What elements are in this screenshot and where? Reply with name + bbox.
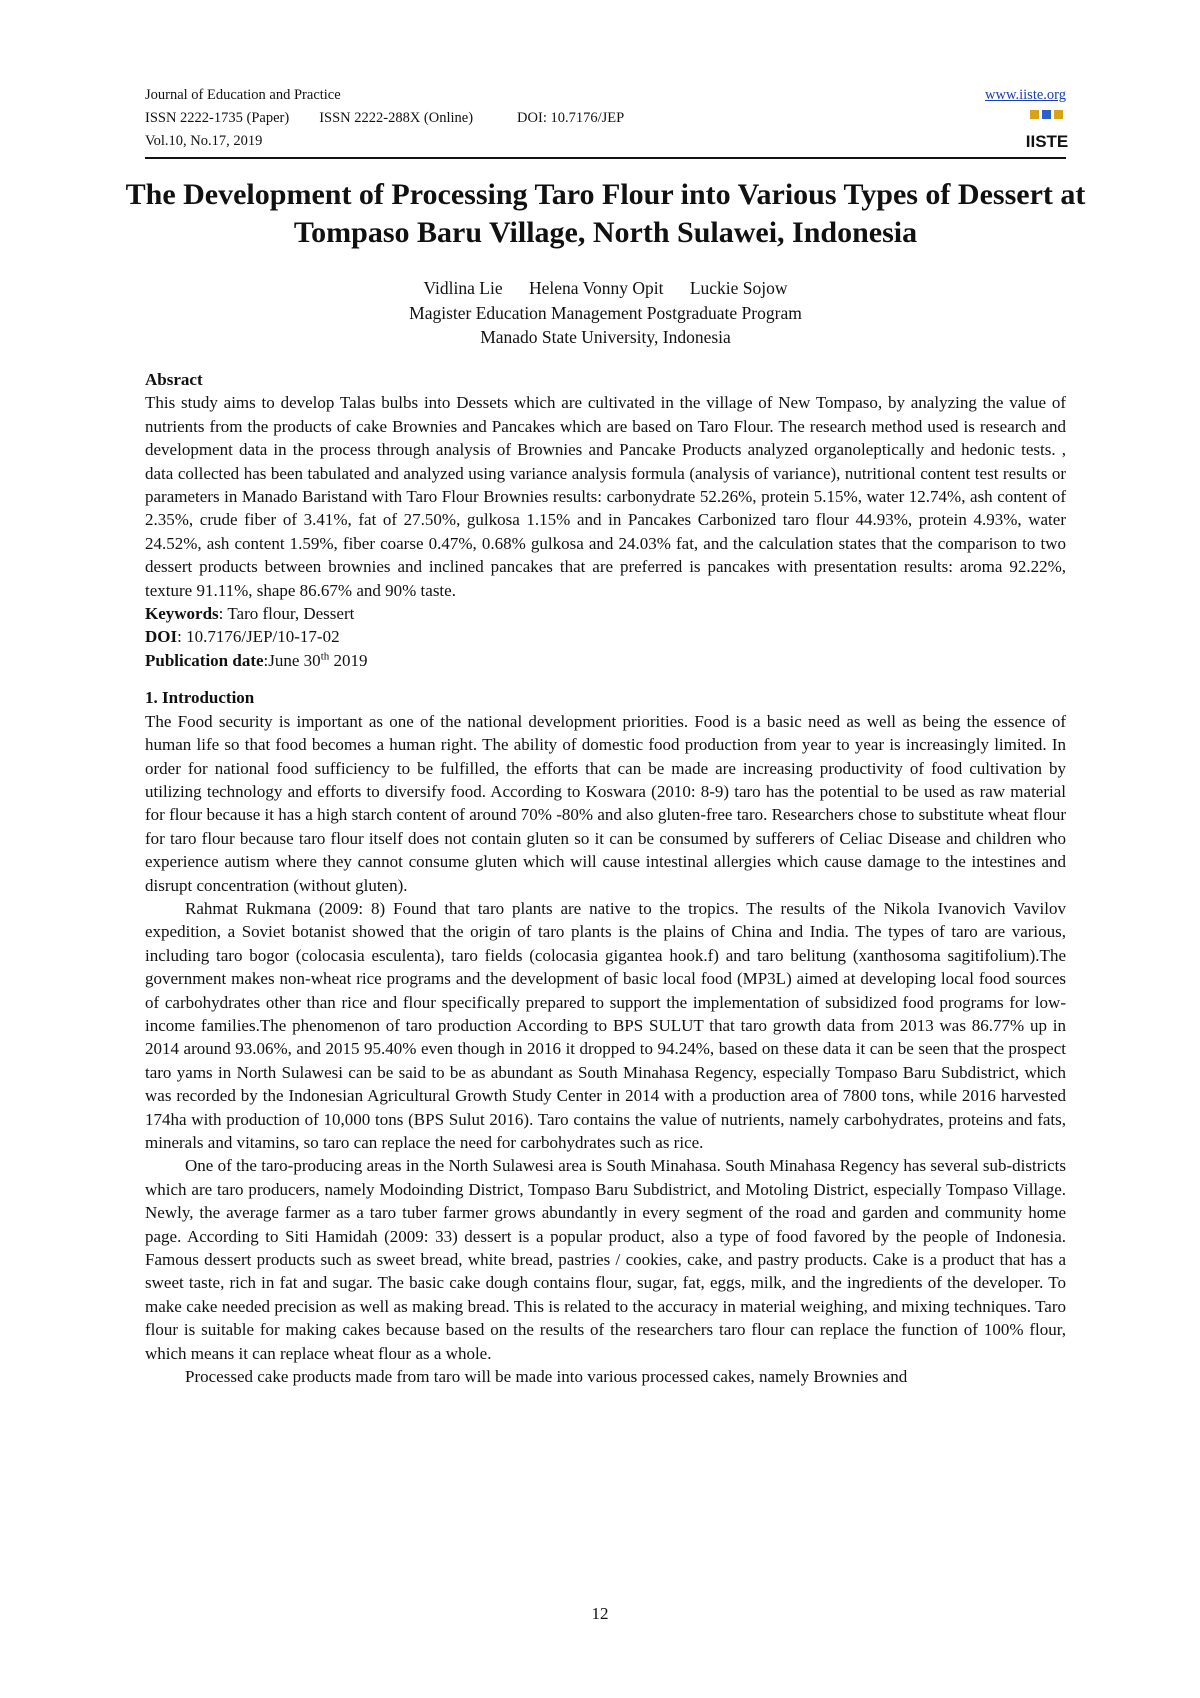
author-name: Luckie Sojow [689, 278, 788, 298]
affiliation-program: Magister Education Management Postgraduate Program [409, 302, 802, 323]
journal-issn-line [145, 107, 1066, 130]
publication-date-year: 2019 [329, 650, 368, 670]
issn-paper: ISSN 2222-1735 (Paper) [145, 110, 290, 126]
intro-paragraph-2: Rahmat Rukmana (2009: 8) Found that taro plants are native to the tropics. The results of the Nikola Ivanovich Vavilov expedition, a Soviet botanist showed that the origin of taro plants is the plains of China and India. The types of taro are various, including taro bogor (colocasia esculenta), taro fields (colocasia gigantea hook.f) and taro belitung (xanthosoma sagitifolium).The government makes non-wheat rice programs and the development of basic local food (MP3L) aimed at developing local food sources of carbohydrates other than rice and flour specifically prepared to support the implementation of subsidized food programs for low-income families.The phenomenon of taro production According to BPS SULUT that taro growth data from 2013 was 86.77% up in 2014 around 93.06%, and 2015 95.40% even though in 2016 it dropped to 94.24%, based on these data it can be seen that the prospect taro yams in North Sulawesi can be said to be as abundant as South Minahasa Regency, especially Tompaso Baru Subdistrict, which was recorded by the Indonesian Agricultural Growth Study Center in 2014 with a production area of 7800 tons, while 2016 harvested 174ha with production of 10,000 tons (BPS Sulut 2016). Taro contains the value of nutrients, namely carbohydrates, proteins and fats, minerals and vitamins, so taro can replace the need for carbohydrates such as rice. [145, 898, 1066, 1152]
author-name: Vidlina Lie [423, 278, 503, 298]
publication-date-value: :June 30 [263, 650, 321, 670]
author-name: Helena Vonny Opit [528, 278, 664, 298]
journal-name: Journal of Education and Practice [145, 87, 341, 103]
header-rule [145, 157, 1066, 159]
journal-header [145, 84, 1069, 153]
publication-date-line [145, 649, 1066, 672]
journal-website-link[interactable]: www.iiste.org [985, 87, 1066, 103]
paper-title: The Development of Processing Taro Flour into Various Types of Dessert at Tompaso Baru Village, North Sulawei, Indonesia [125, 178, 1086, 249]
journal-volume: Vol.10, No.17, 2019 [145, 133, 263, 149]
keywords-line [145, 602, 1066, 625]
doi-value: : 10.7176/JEP/10-17-02 [177, 627, 340, 647]
keywords-value: : Taro flour, Dessert [218, 604, 355, 624]
svg-text:IISTE: IISTE [1025, 132, 1069, 151]
iiste-logo [1025, 108, 1069, 151]
intro-paragraph-1: The Food security is important as one of the national development priorities. Food is a basic need as well as being the essence of human life so that food becomes a human right. The ability of domestic food production from year to year is increasingly limited. In order for national food sufficiency to be fulfilled, the efforts that can be made are increasing productivity of food cultivation by utilizing technology and efforts to diversify food. According to Koswara (2010: 8-9) taro has the potential to be used as raw material for flour because it has a high starch content of around 70% -80% and also gluten-free taro. Researchers chose to substitute wheat flour for taro flour because taro flour itself does not contain gluten so it can be consumed by sufferers of Celiac Disease and children who experience autism where they cannot consume gluten which will cause intestinal allergies which cause damage to the intestines and disrupt concentration (without gluten). [145, 711, 1066, 895]
paper-body [145, 368, 1066, 1388]
publication-date-sup: th [320, 650, 330, 663]
abstract-heading: Absract [145, 370, 203, 389]
journal-doi: DOI: 10.7176/JEP [517, 110, 625, 126]
issn-online: ISSN 2222-288X (Online) [319, 110, 474, 126]
doi-label: DOI [145, 627, 178, 647]
author-block [145, 276, 1066, 350]
publication-date-label: Publication date [145, 650, 264, 670]
introduction-heading: 1. Introduction [145, 688, 255, 708]
intro-paragraph-4: Processed cake products made from taro will be made into various processed cakes, namely Brownies and [185, 1367, 908, 1387]
keywords-label: Keywords [145, 604, 219, 624]
page-number: 12 [591, 1604, 609, 1623]
abstract-text: This study aims to develop Talas bulbs into Dessets which are cultivated in the village of New Tompaso, by analyzing the value of nutrients from the products of cake Brownies and Pancakes which are based on Taro Flour. The research method used is research and development data in the process through analysis of Brownies and Pancake Products analyzed organoleptically and hedonic tests. , data collected has been tabulated and analyzed using variance analysis formula (analysis of variance), nutritional content test results or parameters in Manado Baristand with Taro Flour Brownies results: carbonydrate 52.26%, protein 5.15%, water 12.74%, ash content of 2.35%, crude fiber of 3.41%, fat of 27.50%, gulkosa 1.15% and in Pancakes Carbonized taro flour 44.93%, protein 4.93%, water 24.52%, ash content 1.59%, fiber coarse 0.47%, 0.68% gulkosa and 24.03% fat, and the calculation states that the comparison to two dessert products between brownies and inclined pancakes that are preferred is pancakes with presentation results: aroma 92.22%, texture 91.11%, shape 86.67% and 90% taste. [145, 393, 1066, 600]
author-names [145, 276, 1066, 301]
intro-paragraph-3: One of the taro-producing areas in the North Sulawesi area is South Minahasa. South Minahasa Regency has several sub-districts which are taro producers, namely Modoinding District, Tompaso Baru Subdistrict, and Motoling District, especially Tompaso Village. Newly, the average farmer as a taro tuber farmer grows abundantly in every segment of the road and garden and community home page. According to Siti Hamidah (2009: 33) dessert is a popular product, also a type of food favored by the people of Indonesia. Famous dessert products such as sweet bread, white bread, pastries / cookies, cake, and pastry products. Cake is a product that has a sweet taste, rich in fat and sugar. The basic cake dough contains flour, sugar, fat, eggs, milk, and the ingredients of the developer. To make cake needed precision as well as making bread. This is related to the accuracy in material weighing, and mixing techniques. Taro flour is suitable for making cakes because based on the results of the researchers taro flour can replace the function of 100% flour, which means it can replace wheat flour as a whole. [145, 1156, 1066, 1363]
affiliation-university: Manado State University, Indonesia [480, 327, 731, 347]
doi-line [145, 625, 1066, 648]
